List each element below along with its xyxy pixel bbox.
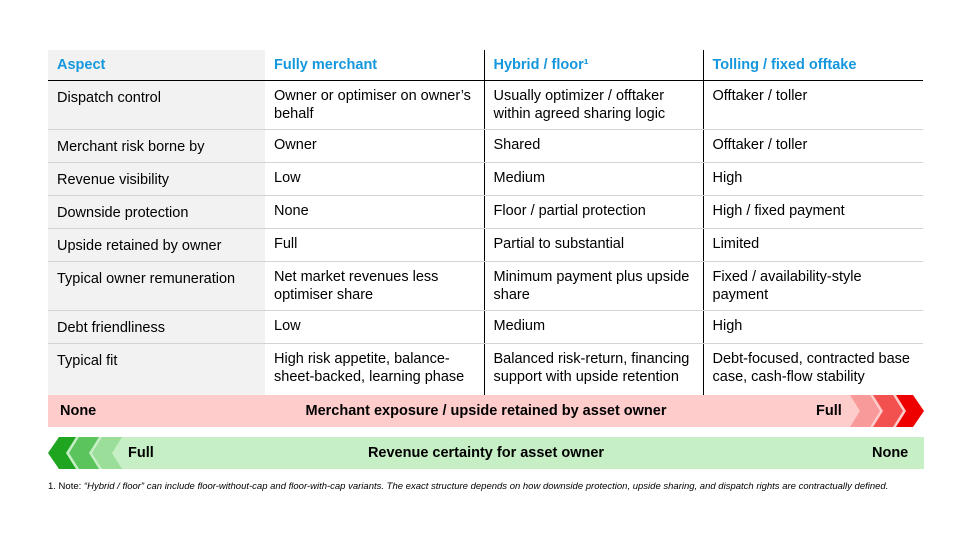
cell-hybrid-floor: Usually optimizer / offtaker within agreed sharing logic [484,81,703,130]
cell-hybrid-floor: Medium [484,311,703,344]
footnote [48,481,908,493]
row-label: Revenue visibility [48,163,265,196]
cell-tolling: Fixed / availability-style payment [703,262,923,311]
table-row [48,196,923,229]
cell-tolling: Debt-focused, contracted base case, cash-flow stability [703,344,923,412]
footnote-prefix: 1. Note: [48,481,84,492]
cell-tolling: High [703,163,923,196]
row-label: Merchant risk borne by [48,130,265,163]
comparison-table [48,50,923,411]
table-header-row [48,50,923,81]
row-label: Debt friendliness [48,311,265,344]
column-header-hybrid-floor: Hybrid / floor¹ [484,50,703,81]
cell-fully-merchant: None [265,196,484,229]
cell-fully-merchant: High risk appetite, balance-sheet-backed, learning phase [274,351,465,385]
cell-hybrid-floor: Floor / partial protection [484,196,703,229]
merchant-exposure-right-label: Full [816,403,842,419]
revenue-certainty-right-label: None [872,445,909,461]
row-label: Typical fit [48,344,265,412]
footnote-text: “Hybrid / floor” can include floor-without-cap and floor-with-cap variants. The exact structure depends on how downside protection, upside sharing, and dispatch rights are contractually defined. [83,481,889,492]
cell-hybrid-floor: Minimum payment plus upside share [484,262,703,311]
cell-hybrid-floor: Balanced risk-return, financing support with upside retention [484,344,703,412]
column-header-fully-merchant: Fully merchant [265,50,484,81]
cell-hybrid-floor: Medium [484,163,703,196]
cell-hybrid-floor: Shared [484,130,703,163]
cell-fully-merchant: Low [265,163,484,196]
cell-tolling: Offtaker / toller [703,130,923,163]
table-row [48,81,923,130]
merchant-exposure-left-label: None [60,403,97,419]
row-label: Upside retained by owner [48,229,265,262]
cell-tolling: High / fixed payment [703,196,923,229]
column-header-tolling: Tolling / fixed offtake [703,50,923,81]
cell-tolling: Limited [703,229,923,262]
cell-hybrid-floor: Partial to substantial [484,229,703,262]
chevron-arrow-light [850,395,880,427]
cell-tolling: High [703,311,923,344]
merchant-exposure-bar [48,395,924,427]
cell-tolling: Offtaker / toller [703,81,923,130]
merchant-exposure-title: Merchant exposure / upside retained by asset owner [305,403,667,419]
table-row [48,229,923,262]
cell-fully-merchant: Owner [265,130,484,163]
table-row [48,262,923,311]
cell-fully-merchant: Owner or optimiser on owner’s behalf [265,81,484,130]
table-row [48,130,923,163]
cell-fully-merchant: Net market revenues less optimiser share [265,262,484,311]
table-row [48,311,923,344]
revenue-certainty-title: Revenue certainty for asset owner [367,445,605,461]
cell-fully-merchant: Full [265,229,484,262]
row-label: Downside protection [48,196,265,229]
cell-fully-merchant: Low [265,311,484,344]
row-label: Typical owner remuneration [48,262,265,311]
right-chevron-arrows-icon [850,395,924,427]
row-label: Dispatch control [48,81,265,130]
revenue-certainty-left-label: Full [128,445,154,461]
column-header-aspect: Aspect [48,50,265,81]
table-row [48,163,923,196]
revenue-certainty-bar [48,437,924,469]
